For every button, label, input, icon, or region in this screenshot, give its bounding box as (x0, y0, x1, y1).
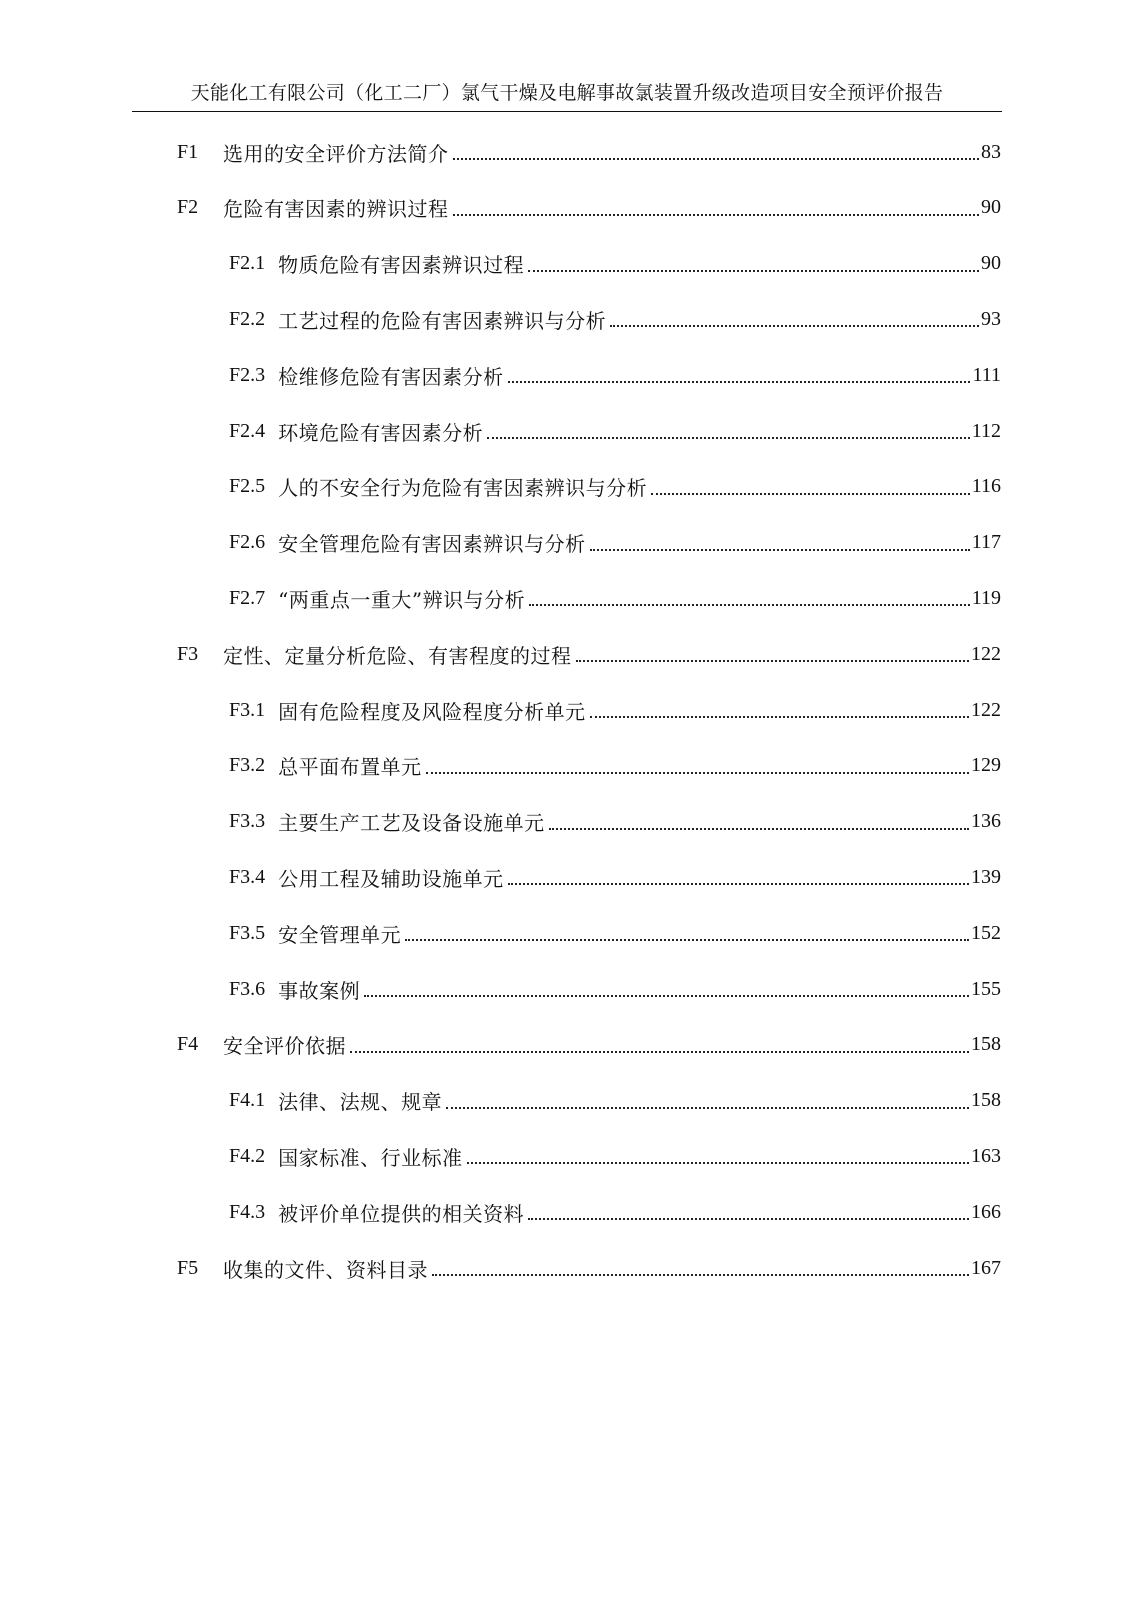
toc-entry[interactable] (177, 1248, 1001, 1288)
toc-entry-number: F3 (177, 642, 199, 665)
toc-entry-title: 主要生产工艺及设备设施单元 (278, 811, 545, 836)
toc-dot-leader (651, 493, 970, 495)
toc-entry-number: F2.2 (229, 307, 266, 330)
toc-entry-page-number: 152 (971, 921, 1001, 944)
toc-entry[interactable] (229, 355, 1001, 395)
toc-entry-number: F3.6 (229, 977, 266, 1000)
toc-entry[interactable] (229, 578, 1001, 618)
toc-dot-leader (508, 381, 971, 383)
toc-dot-leader (364, 995, 969, 997)
toc-entry-page-number: 129 (971, 754, 1001, 777)
toc-entry[interactable] (229, 913, 1001, 953)
toc-entry-number: F2 (177, 196, 199, 219)
toc-entry-title: 事故案例 (278, 978, 361, 1003)
toc-entry[interactable] (229, 802, 1001, 842)
toc-entry-page-number: 136 (971, 810, 1001, 833)
toc-dot-leader (576, 660, 970, 662)
toc-entry-page-number: 90 (981, 196, 1001, 219)
toc-entry-title: 人的不安全行为危险有害因素辨识与分析 (278, 476, 648, 501)
toc-entry-page-number: 117 (971, 531, 1001, 554)
toc-entry[interactable] (229, 746, 1001, 786)
toc-entry-page-number: 163 (971, 1144, 1001, 1167)
toc-entry-title: 收集的文件、资料目录 (223, 1257, 428, 1282)
toc-entry[interactable] (229, 299, 1001, 339)
toc-entry-number: F4 (177, 1033, 199, 1056)
toc-entry-page-number: 167 (971, 1256, 1001, 1279)
toc-entry-title: 检维修危险有害因素分析 (278, 364, 504, 389)
toc-dot-leader (453, 214, 980, 216)
toc-entry-number: F5 (177, 1256, 199, 1279)
toc-entry-number: F3.5 (229, 921, 266, 944)
toc-entry-title: 固有危险程度及风险程度分析单元 (278, 699, 586, 724)
toc-dot-leader (405, 939, 969, 941)
toc-dot-leader (446, 1107, 969, 1109)
toc-entry-title: 物质危险有害因素辨识过程 (278, 253, 525, 278)
toc-entry-title: 环境危险有害因素分析 (278, 420, 484, 445)
toc-entry-number: F4.1 (229, 1089, 266, 1112)
toc-entry[interactable] (177, 132, 1001, 172)
toc-entry-number: F2.4 (229, 419, 266, 442)
toc-entry-page-number: 93 (981, 307, 1001, 330)
toc-entry-title: 被评价单位提供的相关资料 (278, 1201, 525, 1226)
toc-entry-title: “两重点一重大”辨识与分析 (278, 587, 526, 612)
toc-entry-number: F4.2 (229, 1144, 266, 1167)
toc-entry-title: 定性、定量分析危险、有害程度的过程 (223, 643, 572, 668)
toc-dot-leader (426, 772, 969, 774)
toc-entry-title: 安全管理单元 (278, 922, 402, 947)
toc-entry-title: 总平面布置单元 (278, 755, 422, 780)
toc-entry-title: 国家标准、行业标准 (278, 1145, 463, 1170)
toc-entry-title: 法律、法规、规章 (278, 1090, 443, 1115)
toc-entry-number: F3.4 (229, 865, 266, 888)
toc-entry-page-number: 122 (971, 698, 1001, 721)
toc-entry-page-number: 90 (981, 252, 1001, 275)
toc-entry[interactable] (229, 411, 1001, 451)
toc-dot-leader (508, 883, 969, 885)
page-header-title: 天能化工有限公司（化工二厂）氯气干燥及电解事故氯装置升级改造项目安全预评价报告 (190, 82, 944, 104)
toc-entry-number: F2.5 (229, 475, 266, 498)
toc-entry-number: F2.6 (229, 531, 266, 554)
toc-dot-leader (528, 270, 979, 272)
toc-dot-leader (610, 325, 979, 327)
toc-dot-leader (487, 437, 970, 439)
toc-entry-number: F4.3 (229, 1200, 266, 1223)
toc-entry[interactable] (229, 1192, 1001, 1232)
toc-entry-title: 危险有害因素的辨识过程 (223, 197, 449, 222)
toc-entry-number: F2.3 (229, 363, 266, 386)
toc-entry-title: 选用的安全评价方法简介 (223, 141, 449, 166)
toc-entry-number: F3.2 (229, 754, 266, 777)
toc-entry-page-number: 119 (971, 586, 1001, 609)
toc-entry-page-number: 166 (971, 1200, 1001, 1223)
toc-entry-title: 安全管理危险有害因素辨识与分析 (278, 532, 586, 557)
toc-entry-number: F2.7 (229, 586, 266, 609)
toc-entry[interactable] (177, 188, 1001, 228)
toc-entry-title: 工艺过程的危险有害因素辨识与分析 (278, 308, 607, 333)
toc-entry[interactable] (229, 1081, 1001, 1121)
toc-entry-page-number: 116 (971, 475, 1001, 498)
toc-entry-title: 公用工程及辅助设施单元 (278, 866, 504, 891)
toc-entry[interactable] (229, 467, 1001, 507)
toc-dot-leader (453, 158, 980, 160)
toc-entry-page-number: 111 (972, 363, 1001, 386)
toc-entry-number: F3.1 (229, 698, 266, 721)
header-divider (132, 111, 1002, 112)
toc-dot-leader (350, 1051, 969, 1053)
toc-entry[interactable] (229, 857, 1001, 897)
toc-entry[interactable] (177, 1025, 1001, 1065)
toc-entry[interactable] (229, 690, 1001, 730)
toc-entry[interactable] (229, 244, 1001, 284)
toc-dot-leader (549, 828, 969, 830)
toc-entry-page-number: 122 (971, 642, 1001, 665)
toc-entry[interactable] (229, 969, 1001, 1009)
toc-dot-leader (590, 716, 969, 718)
toc-dot-leader (432, 1274, 969, 1276)
toc-entry-page-number: 139 (971, 865, 1001, 888)
toc-entry[interactable] (177, 634, 1001, 674)
toc-dot-leader (528, 1218, 969, 1220)
toc-entry-number: F3.3 (229, 810, 266, 833)
toc-dot-leader (529, 604, 970, 606)
toc-entry-page-number: 158 (971, 1089, 1001, 1112)
toc-entry-page-number: 112 (971, 419, 1001, 442)
toc-entry-page-number: 83 (981, 140, 1001, 163)
toc-entry[interactable] (229, 1136, 1001, 1176)
toc-entry-title: 安全评价依据 (223, 1034, 346, 1059)
toc-dot-leader (467, 1162, 969, 1164)
toc-entry-number: F2.1 (229, 252, 266, 275)
toc-entry-page-number: 155 (971, 977, 1001, 1000)
toc-dot-leader (590, 549, 970, 551)
toc-entry[interactable] (229, 523, 1001, 563)
toc-entry-page-number: 158 (971, 1033, 1001, 1056)
toc-entry-number: F1 (177, 140, 199, 163)
